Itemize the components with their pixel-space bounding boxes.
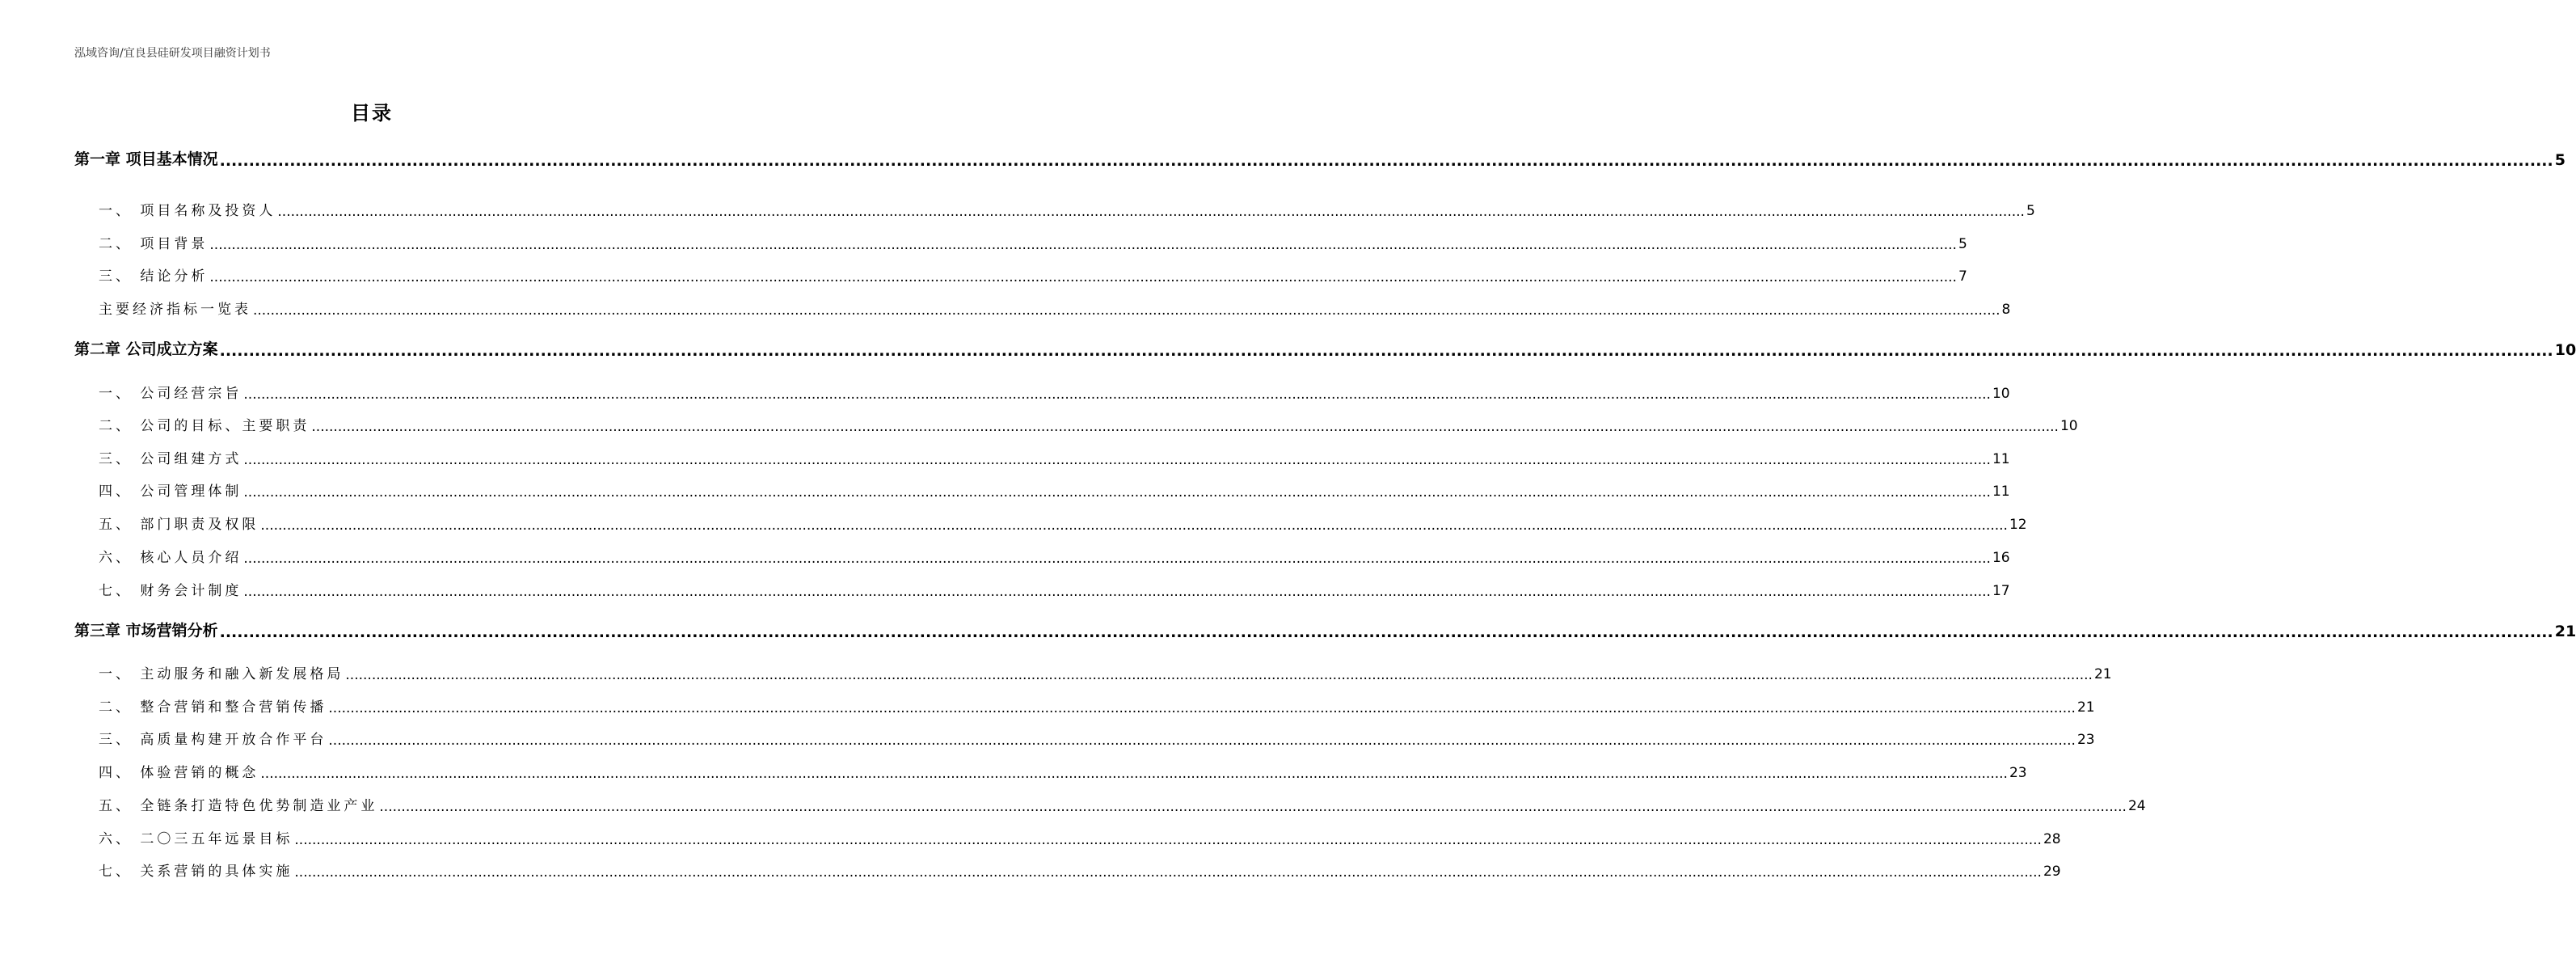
toc-entry-label: 二、 项目背景 — [99, 236, 209, 252]
toc-section-entry[interactable] — [99, 727, 2095, 749]
toc-leader-dots: ................................................................................................................................................................................................................................................................................................................................................................................................................ — [277, 204, 2025, 220]
toc-leader-dots: ................................................................................................................................................................................................................................................................................................................................................................................................................ — [243, 452, 1991, 468]
toc-page-number: 24 — [2127, 798, 2146, 814]
toc-page-number: 17 — [1992, 583, 2010, 599]
toc-leader-dots: ................................................................................................................................................................................................................................................................................................................................................................................................................ — [294, 864, 2042, 881]
toc-section-entry[interactable] — [99, 512, 2027, 534]
toc-page-number: 23 — [2009, 765, 2027, 781]
toc-entry-label: 三、 公司组建方式 — [99, 451, 242, 467]
toc-page-number: 10 — [2060, 418, 2078, 434]
toc-page-number: 16 — [1992, 550, 2010, 566]
toc-page-number: 11 — [1992, 451, 2010, 467]
toc-entry-label: 四、 公司管理体制 — [99, 484, 242, 500]
toc-page-number: 10 — [1992, 386, 2010, 402]
toc-leader-dots: ................................................................................................................................................................................................................................................................................................................................................................................................................ — [209, 269, 1957, 285]
toc-chapter-entry[interactable] — [74, 338, 2576, 360]
toc-entry-label: 主要经济指标一览表 — [99, 302, 251, 318]
toc-page-number: 23 — [2076, 732, 2095, 748]
toc-leader-dots: ................................................................................................................................................................................................................................................................................................................................................................................................................ — [294, 832, 2042, 848]
page-header: 泓域咨询/宜良县硅研发项目融资计划书 — [74, 47, 271, 60]
toc-chapter-entry[interactable] — [74, 619, 2576, 641]
toc-leader-dots: ................................................................................................................................................................................................................................................................................................................................................................................................................ — [328, 733, 2076, 749]
toc-section-entry[interactable] — [99, 695, 2095, 716]
toc-page-number: 21 — [2093, 666, 2112, 682]
toc-leader-dots: ................................................................................................................................................................................................................................................................................................................................................................................................................ — [209, 237, 1957, 253]
toc-entry-label: 七、 财务会计制度 — [99, 583, 242, 599]
toc-leader-dots: ................................................................................................................................................................................................................................................................................................................................................................................................................ — [243, 484, 1991, 501]
toc-leader-dots: ................................................................................................................................................................................................................................................................................................................................................................................................................ — [253, 302, 2001, 319]
toc-entry-label: 六、 二〇三五年远景目标 — [99, 831, 293, 847]
toc-page-number: 11 — [1992, 484, 2010, 500]
toc-section-entry[interactable] — [99, 198, 2035, 220]
toc-entry-label: 一、 项目名称及投资人 — [99, 203, 276, 219]
toc-page-number: 8 — [2001, 302, 2011, 318]
toc-page-number: 29 — [2043, 864, 2061, 880]
toc-entry-label: 第二章 公司成立方案 — [74, 340, 218, 358]
toc-section-entry[interactable] — [99, 446, 2010, 468]
toc-leader-dots: ................................................................................................................................................................................................................................................................................................................................................................................................................ — [219, 152, 2553, 170]
toc-entry-label: 第三章 市场营销分析 — [74, 622, 218, 640]
toc-leader-dots: ................................................................................................................................................................................................................................................................................................................................................................................................................ — [311, 419, 2059, 435]
toc-section-entry[interactable] — [99, 859, 2061, 881]
toc-page-number: 5 — [1958, 236, 1967, 252]
toc-entry-label: 二、 整合营销和整合营销传播 — [99, 699, 327, 716]
toc-page-number: 5 — [2554, 151, 2565, 169]
toc-section-entry[interactable] — [99, 545, 2010, 567]
toc-entry-label: 七、 关系营销的具体实施 — [99, 864, 293, 880]
toc-page-number: 5 — [2026, 203, 2035, 219]
toc-chapter-entry[interactable] — [74, 148, 2565, 170]
toc-section-entry[interactable] — [99, 264, 1967, 285]
toc-page-number: 21 — [2076, 699, 2095, 716]
toc-section-entry[interactable] — [99, 381, 2010, 403]
toc-page-number: 21 — [2554, 623, 2576, 640]
toc-leader-dots: ................................................................................................................................................................................................................................................................................................................................................................................................................ — [219, 623, 2553, 641]
toc-entry-label: 六、 核心人员介绍 — [99, 550, 242, 566]
toc-leader-dots: ................................................................................................................................................................................................................................................................................................................................................................................................................ — [345, 667, 2093, 683]
toc-title: 目录 — [351, 102, 393, 125]
toc-leader-dots: ................................................................................................................................................................................................................................................................................................................................................................................................................ — [243, 584, 1991, 600]
toc-section-entry[interactable] — [99, 297, 2011, 319]
toc-leader-dots: ................................................................................................................................................................................................................................................................................................................................................................................................................ — [260, 517, 2008, 534]
toc-entry-label: 二、 公司的目标、主要职责 — [99, 418, 310, 434]
toc-leader-dots: ................................................................................................................................................................................................................................................................................................................................................................................................................ — [379, 799, 2127, 815]
toc-section-entry[interactable] — [99, 231, 1967, 253]
toc-leader-dots: ................................................................................................................................................................................................................................................................................................................................................................................................................ — [243, 551, 1991, 567]
toc-section-entry[interactable] — [99, 760, 2027, 782]
toc-page-number: 7 — [1958, 268, 1967, 285]
toc-entry-label: 五、 部门职责及权限 — [99, 517, 259, 533]
toc-entry-label: 一、 主动服务和融入新发展格局 — [99, 666, 344, 682]
toc-leader-dots: ................................................................................................................................................................................................................................................................................................................................................................................................................ — [243, 386, 1991, 403]
toc-entry-label: 三、 高质量构建开放合作平台 — [99, 732, 327, 748]
toc-leader-dots: ................................................................................................................................................................................................................................................................................................................................................................................................................ — [219, 342, 2553, 360]
toc-leader-dots: ................................................................................................................................................................................................................................................................................................................................................................................................................ — [260, 766, 2008, 782]
toc-entry-label: 三、 结论分析 — [99, 268, 209, 285]
toc-section-entry[interactable] — [99, 826, 2061, 848]
toc-section-entry[interactable] — [99, 661, 2112, 683]
toc-entry-label: 四、 体验营销的概念 — [99, 765, 259, 781]
toc-page-number: 28 — [2043, 831, 2061, 847]
toc-section-entry[interactable] — [99, 578, 2010, 600]
toc-entry-label: 第一章 项目基本情况 — [74, 150, 218, 168]
toc-section-entry[interactable] — [99, 413, 2078, 435]
toc-page-number: 12 — [2009, 517, 2027, 533]
toc-leader-dots: ................................................................................................................................................................................................................................................................................................................................................................................................................ — [328, 700, 2076, 716]
toc-entry-label: 五、 全链条打造特色优势制造业产业 — [99, 798, 378, 814]
toc-section-entry[interactable] — [99, 479, 2010, 501]
toc-page-number: 10 — [2554, 341, 2576, 359]
toc-section-entry[interactable] — [99, 793, 2146, 815]
toc-entry-label: 一、 公司经营宗旨 — [99, 386, 242, 402]
